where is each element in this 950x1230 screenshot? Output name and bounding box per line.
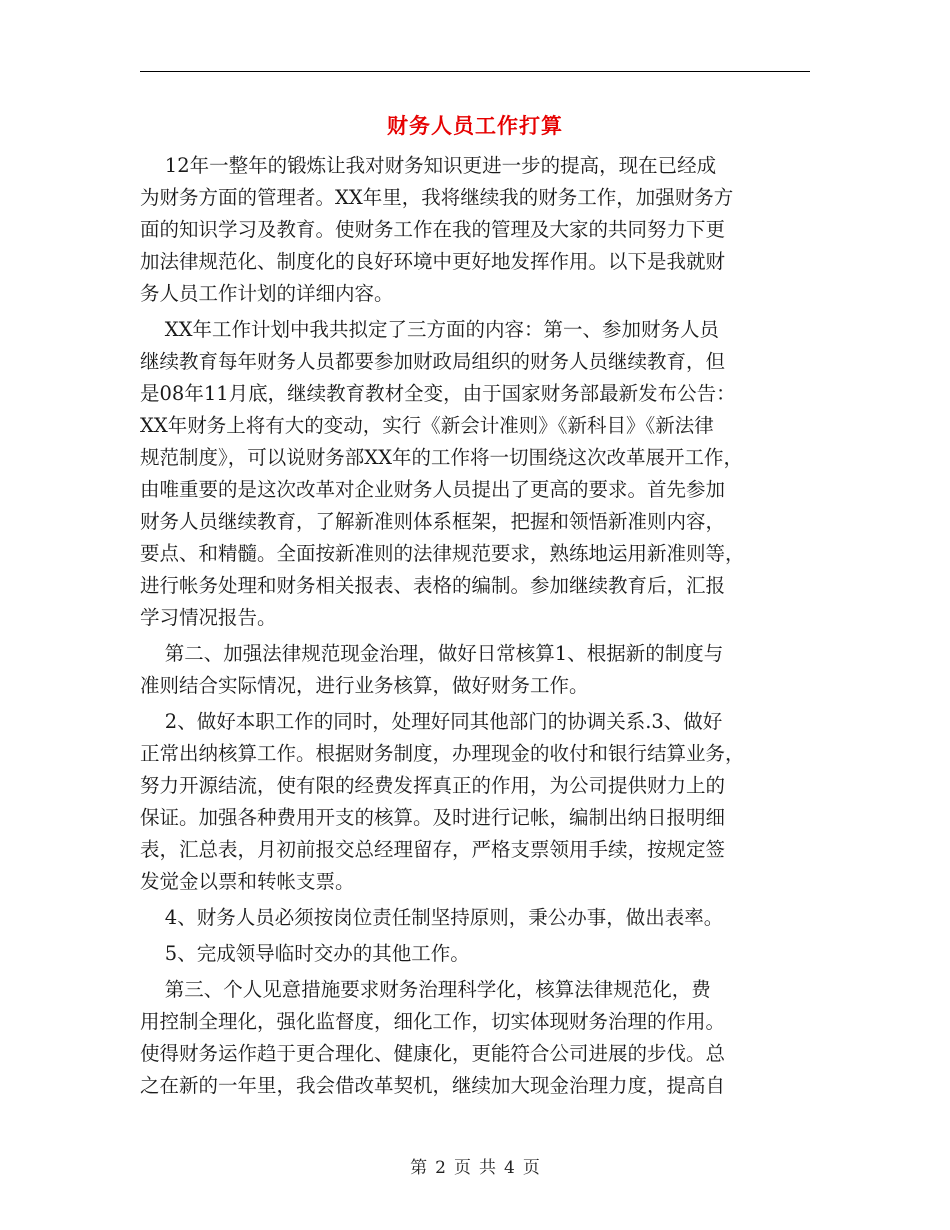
paragraph [140,150,812,310]
footer-page-prefix: 第 [410,1158,428,1178]
paragraph-line: 第二、加强法律规范现金治理，做好日常核算1、根据新的制度与 [140,642,724,665]
paragraph-line: 保证。加强各种费用开支的核算。及时进行记帐，编制出纳日报明细 [140,806,726,829]
paragraph-line: 表，汇总表，月初前报交总经理留存，严格支票领用手续，按规定签 [140,838,726,861]
paragraph-line: 规范制度》，可以说财务部XX年的工作将一切围绕这次改革展开工作， [140,446,744,469]
paragraph-line: 2、做好本职工作的同时，处理好同其他部门的协调关系.3、做好 [140,710,723,733]
paragraph-line: 4、财务人员必须按岗位责任制坚持原则，秉公办事，做出表率。 [140,906,724,929]
paragraph-line: 学习情况报告。 [140,606,277,629]
footer-total-pages: 4 [504,1158,515,1178]
paragraph-line: 使得财务运作趋于更合理化、健康化，更能符合公司进展的步伐。总 [140,1042,726,1065]
paragraph [140,938,812,970]
paragraph-line: 5、完成领导临时交办的其他工作。 [140,942,470,965]
document-title: 财务人员工作打算 [387,113,563,138]
paragraph-line: 准则结合实际情况，进行业务核算，做好财务工作。 [140,674,589,697]
paragraph [140,314,812,634]
header-rule [140,71,810,72]
paragraph [140,902,812,934]
footer-page-number: 2 [435,1158,446,1178]
paragraph-line: 面的知识学习及教育。使财务工作在我的管理及大家的共同努力下更 [140,218,726,241]
footer-page-unit: 页 [454,1158,471,1178]
paragraph-line: 加法律规范化、制度化的良好环境中更好地发挥作用。以下是我就财 [140,250,726,273]
paragraph-line: 用控制全理化，强化监督度，细化工作，切实体现财务治理的作用。 [140,1010,726,1033]
paragraph-line: 努力开源结流，使有限的经费发挥真正的作用，为公司提供财力上的 [140,774,726,797]
paragraph-line: 第三、个人见意措施要求财务治理科学化，核算法律规范化，费 [140,978,711,1001]
document-body [140,150,812,1102]
footer-total-unit: 页 [522,1158,540,1178]
paragraph-line: 12年一整年的锻炼让我对财务知识更进一步的提高，现在已经成 [140,154,717,177]
paragraph-line: 继续教育每年财务人员都要参加财政局组织的财务人员继续教育，但 [140,350,726,373]
paragraph-line: 进行帐务处理和财务相关报表、表格的编制。参加继续教育后，汇报 [140,574,726,597]
paragraph-line: 要点、和精髓。全面按新准则的法律规范要求，熟练地运用新准则等， [140,542,745,565]
paragraph-line: XX年财务上将有大的变动，实行《新会计准则》《新科目》《新法律 [140,414,714,437]
paragraph-line: XX年工作计划中我共拟定了三方面的内容：第一、参加财务人员 [140,318,720,341]
paragraph-line: 由唯重要的是这次改革对企业财务人员提出了更高的要求。首先参加 [140,478,726,501]
page-footer [0,1153,950,1178]
paragraph-line: 财务人员继续教育，了解新准则体系框架，把握和领悟新准则内容， [140,510,726,533]
paragraph-line: 发觉金以票和转帐支票。 [140,870,355,893]
paragraph-line: 为财务方面的管理者。XX年里，我将继续我的财务工作，加强财务方 [140,186,734,209]
paragraph-line: 务人员工作计划的详细内容。 [140,282,394,305]
paragraph-line: 之在新的一年里，我会借改革契机，继续加大现金治理力度，提高自 [140,1074,726,1097]
paragraph [140,638,812,702]
paragraph [140,974,812,1102]
paragraph [140,706,812,898]
paragraph-line: 是08年11月底，继续教育教材全变，由于国家财务部最新发布公告： [140,382,736,405]
footer-total-prefix: 共 [479,1158,496,1178]
paragraph-line: 正常出纳核算工作。根据财务制度，办理现金的收付和银行结算业务， [140,742,745,765]
